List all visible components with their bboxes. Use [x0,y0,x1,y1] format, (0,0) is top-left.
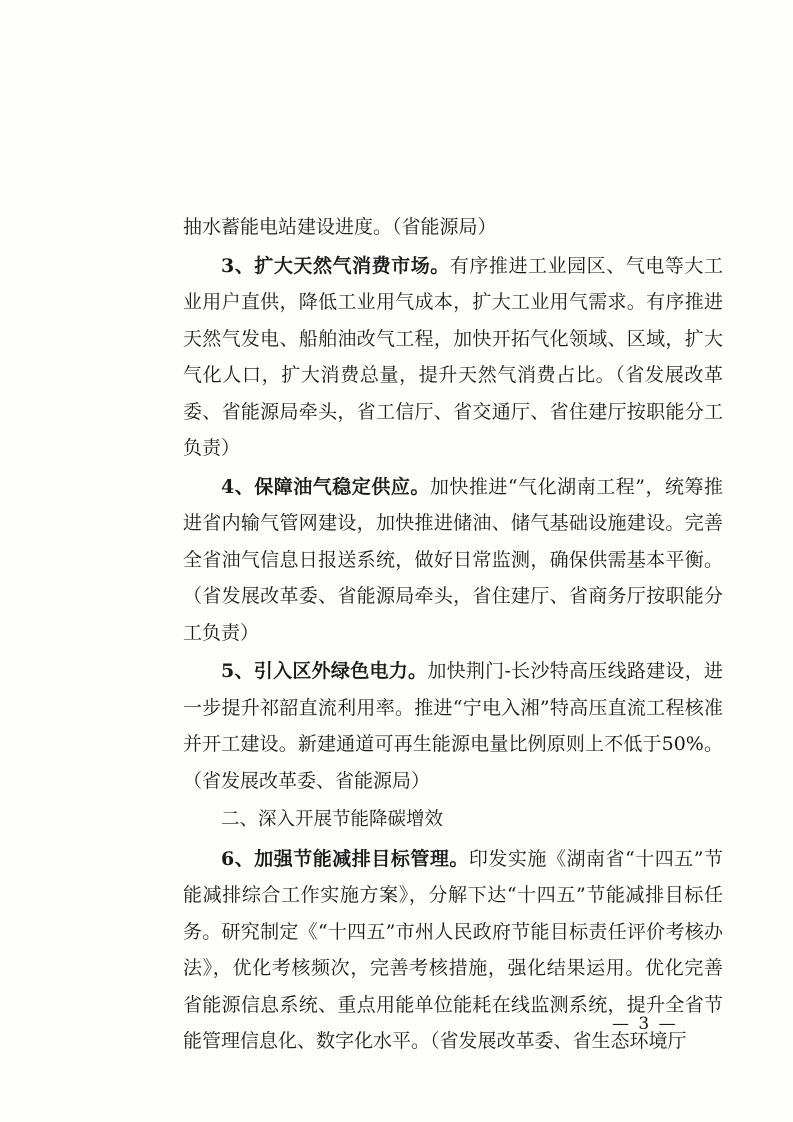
document-body [183,209,723,1060]
paragraph-continuation: 抽水蓄能电站建设进度。（省能源局） [183,216,497,238]
item-3-heading: 3、扩大天然气消费市场。 [221,254,450,277]
item-3-text: 有序推进工业园区、气电等大工业用户直供，降低工业用气成本，扩大工业用气需求。有序推进天然气发电、船舶油改气工程，加快开拓气化领域、区域，扩大气化人口，扩大消费总量，提升天然气消费占比。（省发展改革委、省能源局牵头，省工信厅、省交通厅、省住建厅按职能分工负责） [183,254,723,459]
item-4-heading: 4、保障油气稳定供应。 [221,475,430,498]
item-5-text: 加快荆门-长沙特高压线路建设，进一步提升祁韶直流利用率。推进“宁电入湘”特高压直流工程核准并开工建设。新建通道可再生能源电量比例原则上不低于50%。（省发展改革委、省能源局） [183,660,723,792]
page-number: — 3 — [612,1014,678,1034]
paragraph-item-4 [183,469,723,652]
item-6-text: 印发实施《湖南省“十四五”节能减排综合工作实施方案》，分解下达“十四五”节能减排目标任务。研究制定《“十四五”市州人民政府节能目标责任评价考核办法》，优化考核频次，完善考核措施，强化结果运用。优化完善省能源信息系统、重点用能单位能耗在线监测系统，提升全省节能管理信息化、数字化水平。（省发展改革委、省生态环境厅 [183,847,723,1052]
section-heading: 二、深入开展节能降碳增效 [221,809,444,830]
item-6-heading: 6、加强节能减排目标管理。 [221,847,469,870]
paragraph-item-3 [183,248,723,467]
paragraph-item-5 [183,653,723,799]
item-5-heading: 5、引入区外绿色电力。 [221,660,428,682]
item-4-text: 加快推进“气化湖南工程”，统筹推进省内输气管网建设，加快推进储油、储气基础设施建设。完善全省油气信息日报送系统，做好日常监测，确保供需基本平衡。（省发展改革委、省能源局牵头，省住建厅、省商务厅按职能分工负责） [183,475,723,644]
